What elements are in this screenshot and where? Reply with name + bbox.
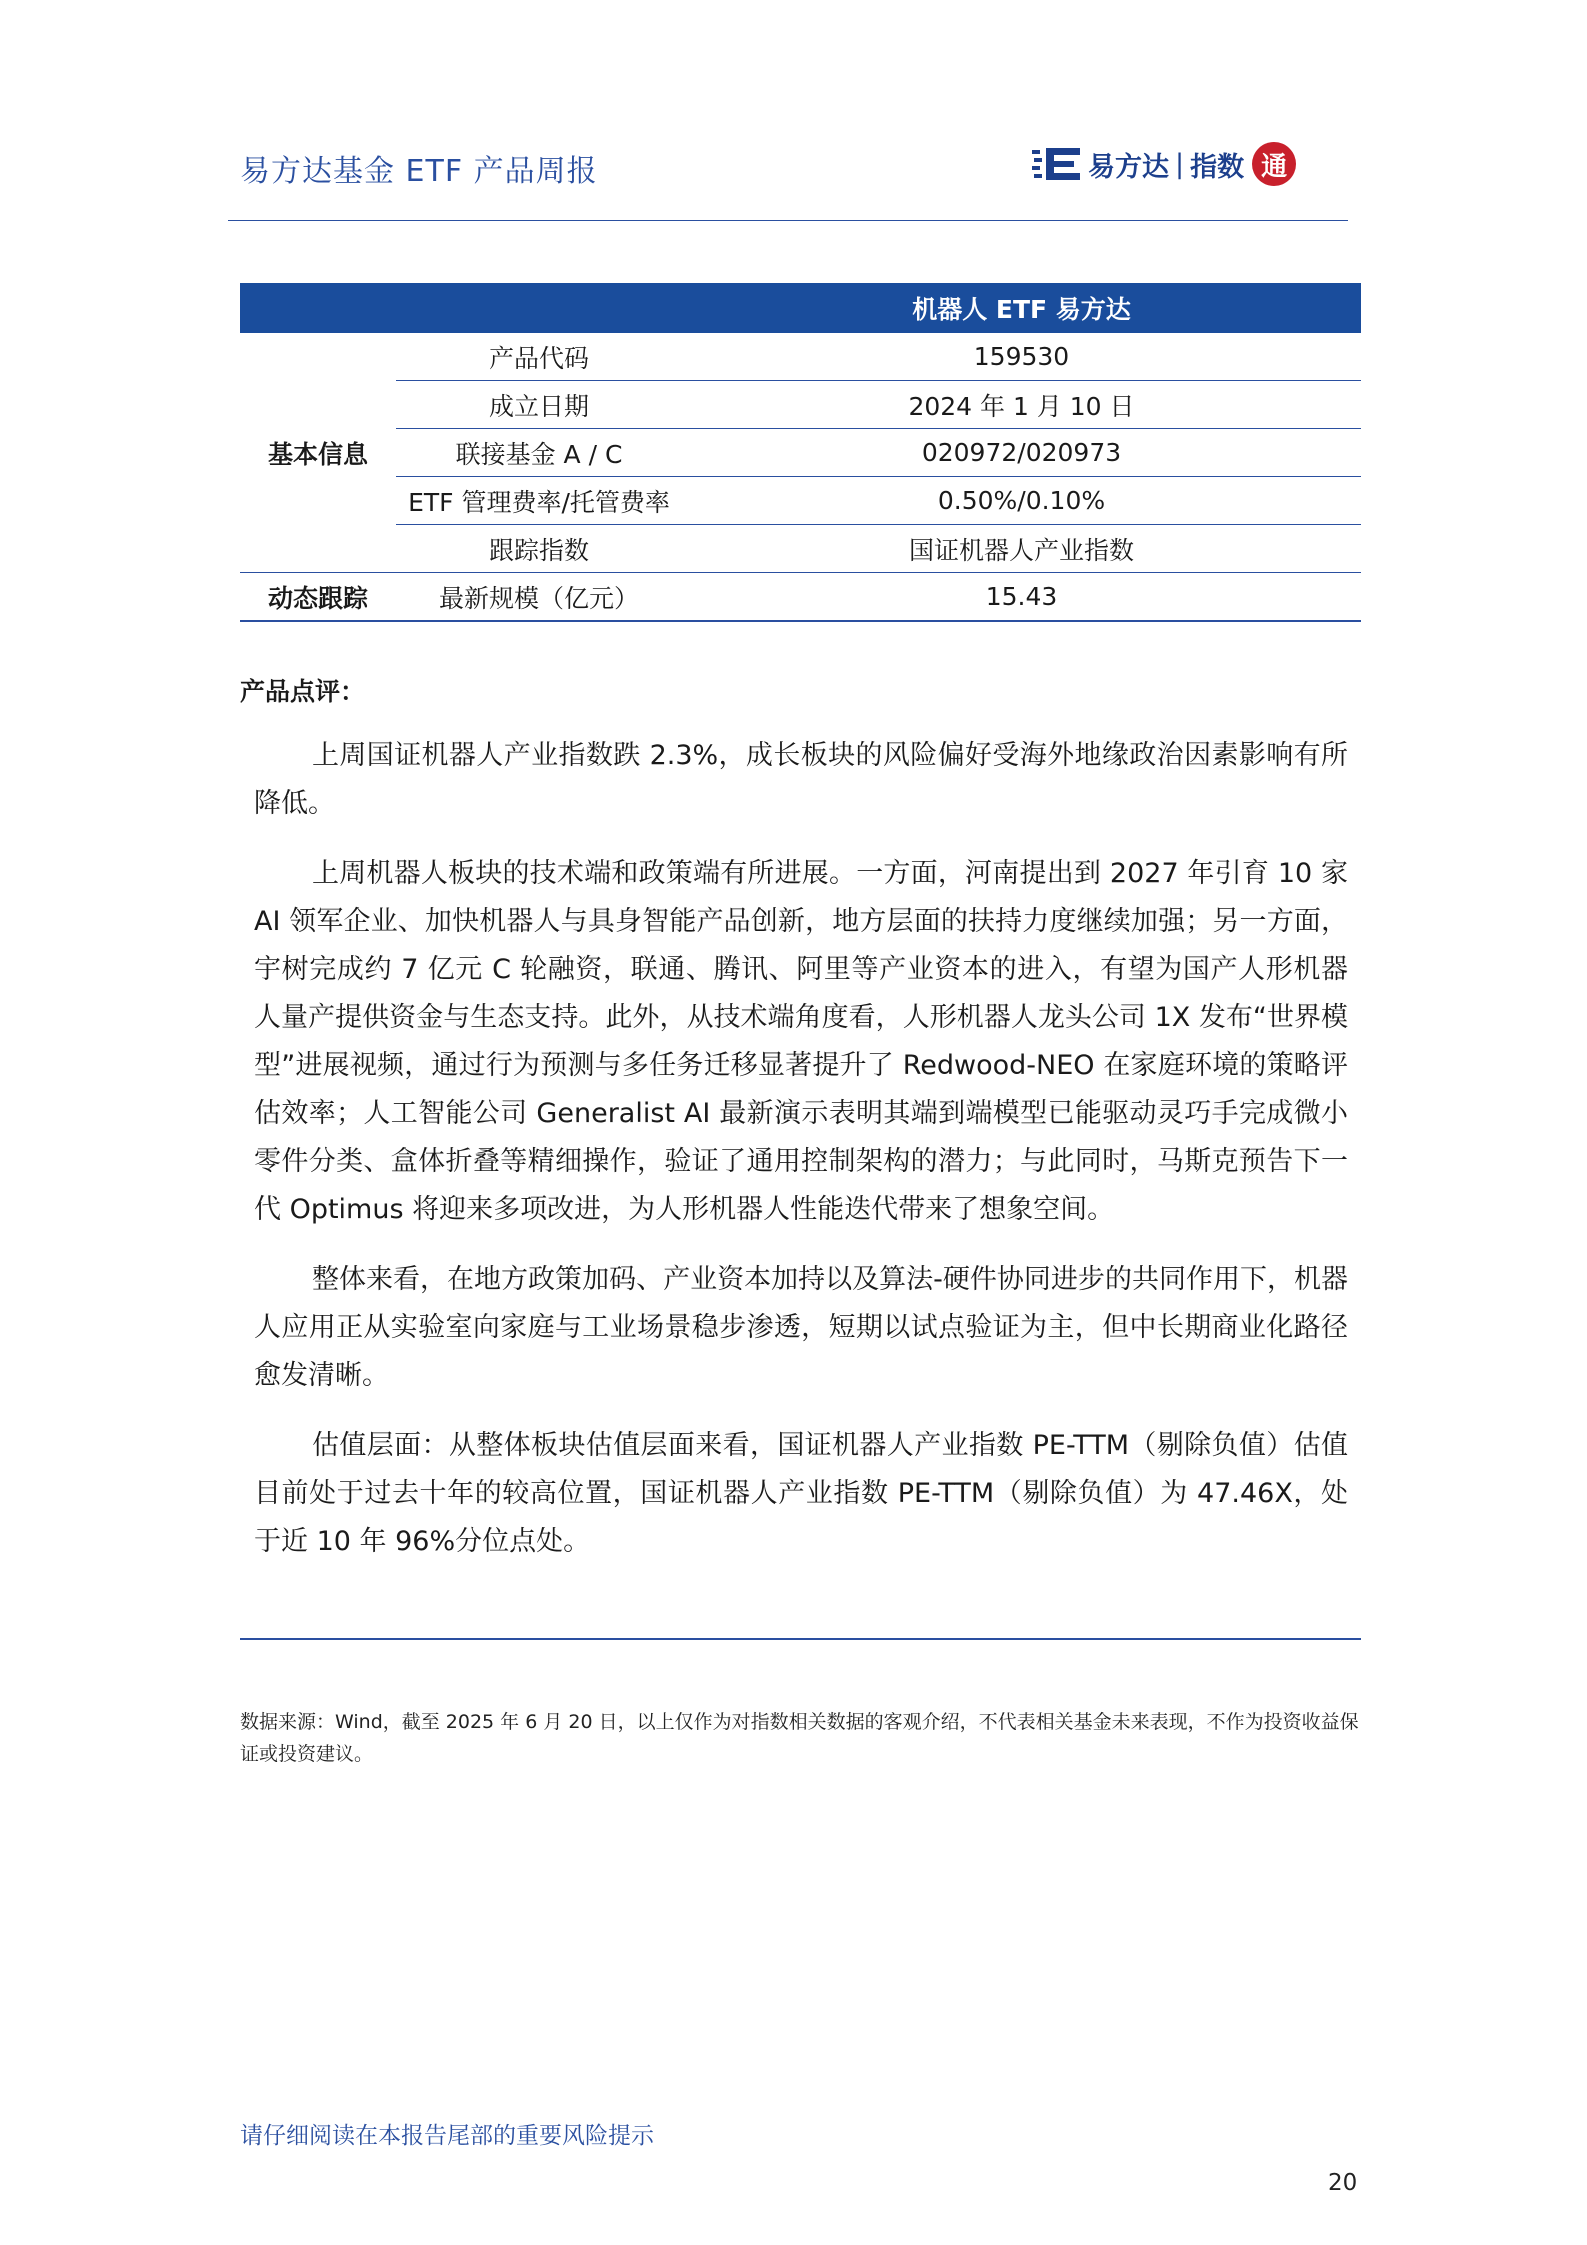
table-header-row	[240, 283, 1361, 333]
table-row	[240, 381, 1361, 429]
logo-subtext: 指数	[1190, 151, 1245, 183]
row-label: 最新规模（亿元）	[396, 573, 682, 622]
data-source-note: 数据来源：Wind，截至 2025 年 6 月 20 日，以上仅作为对指数相关数据的客观介绍，不代表相关基金未来表现，不作为投资收益保证或投资建议。	[240, 1711, 1359, 1765]
table-header-blank	[396, 283, 682, 333]
row-label: 成立日期	[396, 381, 682, 429]
logo-e-icon	[1032, 146, 1082, 182]
row-label: 跟踪指数	[396, 525, 682, 573]
paragraph: 整体来看，在地方政策加码、产业资本加持以及算法-硬件协同进步的共同作用下，机器人应用正从实验室向家庭与工业场景稳步渗透，短期以试点验证为主，但中长期商业化路径愈发清晰。	[254, 1264, 1348, 1391]
row-value: 0.50%/0.10%	[682, 477, 1361, 525]
group-label-dynamic: 动态跟踪	[240, 573, 396, 622]
header-divider	[228, 220, 1348, 221]
row-value: 159530	[682, 333, 1361, 381]
logo-seal-icon: 通	[1252, 142, 1296, 186]
report-title: 易方达基金 ETF 产品周报	[240, 154, 598, 189]
row-label: 联接基金 A / C	[396, 429, 682, 477]
paragraph: 上周机器人板块的技术端和政策端有所进展。一方面，河南提出到 2027 年引育 10 家 AI 领军企业、加快机器人与具身智能产品创新，地方层面的扶持力度继续加强；另一方面，宇树完成约 7 亿元 C 轮融资，联通、腾讯、阿里等产业资本的进入，有望为国产人形机器人量产提供资金与生态支持。此外，从技术端角度看，人形机器人龙头公司 1X 发布“世界模型”进展视频，通过行为预测与多任务迁移显著提升了 Redwood-NEO 在家庭环境的策略评估效率；人工智能公司 Generalist AI 最新演示表明其端到端模型已能驱动灵巧手完成微小零件分类、盒体折叠等精细操作，验证了通用控制架构的潜力；与此同时，马斯克预告下一代 Optimus 将迎来多项改进，为人形机器人性能迭代带来了想象空间。	[254, 858, 1348, 1225]
paragraph: 上周国证机器人产业指数跌 2.3%，成长板块的风险偏好受海外地缘政治因素影响有所降低。	[254, 740, 1348, 819]
logo-text: 易方达	[1088, 151, 1169, 183]
row-value: 15.43	[682, 573, 1361, 622]
table-row	[240, 525, 1361, 573]
comment-body	[254, 732, 1348, 1588]
row-label: ETF 管理费率/托管费率	[396, 477, 682, 525]
table-title: 机器人 ETF 易方达	[682, 283, 1361, 333]
paragraph: 估值层面：从整体板块估值层面来看，国证机器人产业指数 PE-TTM（剔除负值）估值目前处于过去十年的较高位置，国证机器人产业指数 PE-TTM（剔除负值）为 47.46X，处于近 10 年 96%分位点处。	[254, 1430, 1348, 1557]
table-row	[240, 429, 1361, 477]
row-value: 2024 年 1 月 10 日	[682, 381, 1361, 429]
risk-warning-footer: 请仔细阅读在本报告尾部的重要风险提示	[240, 2123, 654, 2149]
body-divider	[240, 1638, 1361, 1640]
company-logo	[1032, 136, 1296, 192]
row-label: 产品代码	[396, 333, 682, 381]
table-row	[240, 333, 1361, 381]
group-label-basic: 基本信息	[240, 333, 396, 573]
row-value: 020972/020973	[682, 429, 1361, 477]
product-info-table	[240, 283, 1361, 622]
comment-heading: 产品点评：	[240, 677, 366, 706]
table-row	[240, 477, 1361, 525]
logo-separator: |	[1175, 148, 1185, 180]
page-number: 20	[1328, 2170, 1358, 2196]
row-value: 国证机器人产业指数	[682, 525, 1361, 573]
table-row	[240, 573, 1361, 622]
table-header-blank	[240, 283, 396, 333]
